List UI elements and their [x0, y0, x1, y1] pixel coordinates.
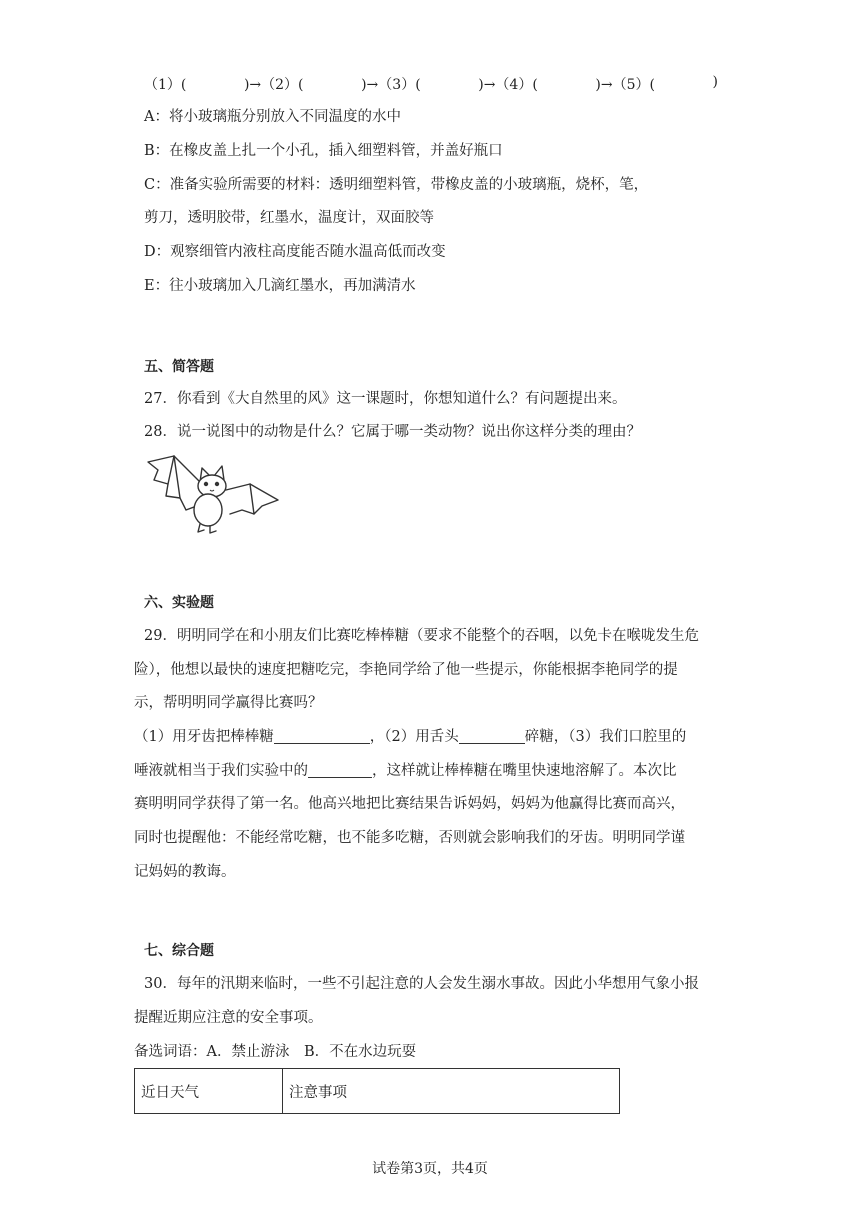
question-27: 27．你看到《大自然里的风》这一课题时，你想知道什么？有问题提出来。 [144, 391, 627, 407]
section-7-heading: 七、综合题 [144, 943, 214, 959]
answer-blank-2[interactable] [459, 727, 525, 744]
answer-blank-1[interactable] [274, 727, 370, 744]
ordering-part-4: )→（4）( [478, 77, 538, 93]
q29-text-5: ，这样就让棒棒糖在嘴里快速地溶解了。本次比 [372, 763, 677, 779]
table-cell-notes: 注意事项 [283, 1069, 620, 1114]
ordering-row [144, 74, 718, 94]
section-5-heading: 五、简答题 [144, 359, 214, 375]
question-29-line8: 记妈妈的教诲。 [134, 864, 236, 880]
table-row [135, 1069, 620, 1114]
question-29-line1: 29．明明同学在和小朋友们比赛吃棒棒糖（要求不能整个的吞咽，以免卡在喉咙发生危 [144, 628, 699, 644]
q29-text-1: （1）用牙齿把棒棒糖 [134, 729, 274, 745]
q29-text-3: 碎糖，（3）我们口腔里的 [524, 729, 687, 745]
question-29-line3: 示，帮明明同学赢得比赛吗？ [134, 695, 323, 711]
q29-text-2: ，（2）用舌头 [369, 729, 459, 745]
question-30-line1: 30．每年的汛期来临时，一些不引起注意的人会发生溺水事故。因此小华想用气象小报 [144, 976, 699, 992]
option-c-line1: C：准备实验所需要的材料：透明细塑料管，带橡皮盖的小玻璃瓶，烧杯，笔， [144, 177, 649, 193]
question-30-options: 备选词语：A．禁止游泳 B．不在水边玩耍 [134, 1044, 417, 1060]
question-29-line6: 赛明明同学获得了第一名。他高兴地把比赛结果告诉妈妈，妈妈为他赢得比赛而高兴， [134, 796, 685, 812]
answer-blank-3[interactable] [308, 761, 372, 778]
question-29-line5 [134, 761, 677, 781]
option-e: E：往小玻璃加入几滴红墨水，再加满清水 [144, 278, 416, 294]
ordering-part-3: )→（3）( [361, 77, 421, 93]
option-b: B：在橡皮盖上扎一个小孔，插入细塑料管，并盖好瓶口 [144, 143, 503, 159]
option-c-line2: 剪刀，透明胶带，红墨水，温度计，双面胶等 [144, 210, 434, 226]
table-cell-weather: 近日天气 [135, 1069, 283, 1114]
option-d: D：观察细管内液柱高度能否随水温高低而改变 [144, 244, 446, 260]
page-footer: 试卷第3页，共4页 [372, 1161, 488, 1177]
question-29-line7: 同时也提醒他：不能经常吃糖，也不能多吃糖，否则就会影响我们的牙齿。明明同学谨 [134, 830, 685, 846]
q29-text-4: 唾液就相当于我们实验中的 [134, 763, 308, 779]
question-28: 28．说一说图中的动物是什么？它属于哪一类动物？说出你这样分类的理由？ [144, 424, 641, 440]
ordering-part-1: （1）( [144, 77, 187, 93]
weather-safety-table [134, 1068, 620, 1114]
ordering-part-6: ) [712, 74, 718, 90]
ordering-part-5: )→（5）( [595, 77, 655, 93]
section-6-heading: 六、实验题 [144, 595, 214, 611]
bat-illustration [146, 452, 282, 536]
question-30-line2: 提醒近期应注意的安全事项。 [134, 1010, 323, 1026]
ordering-part-2: )→（2）( [243, 77, 304, 93]
question-29-line2: 险），他想以最快的速度把糖吃完，李艳同学给了他一些提示，你能根据李艳同学的提 [134, 662, 678, 678]
option-a: A：将小玻璃瓶分别放入不同温度的水中 [144, 109, 401, 125]
question-29-line4 [134, 727, 686, 747]
